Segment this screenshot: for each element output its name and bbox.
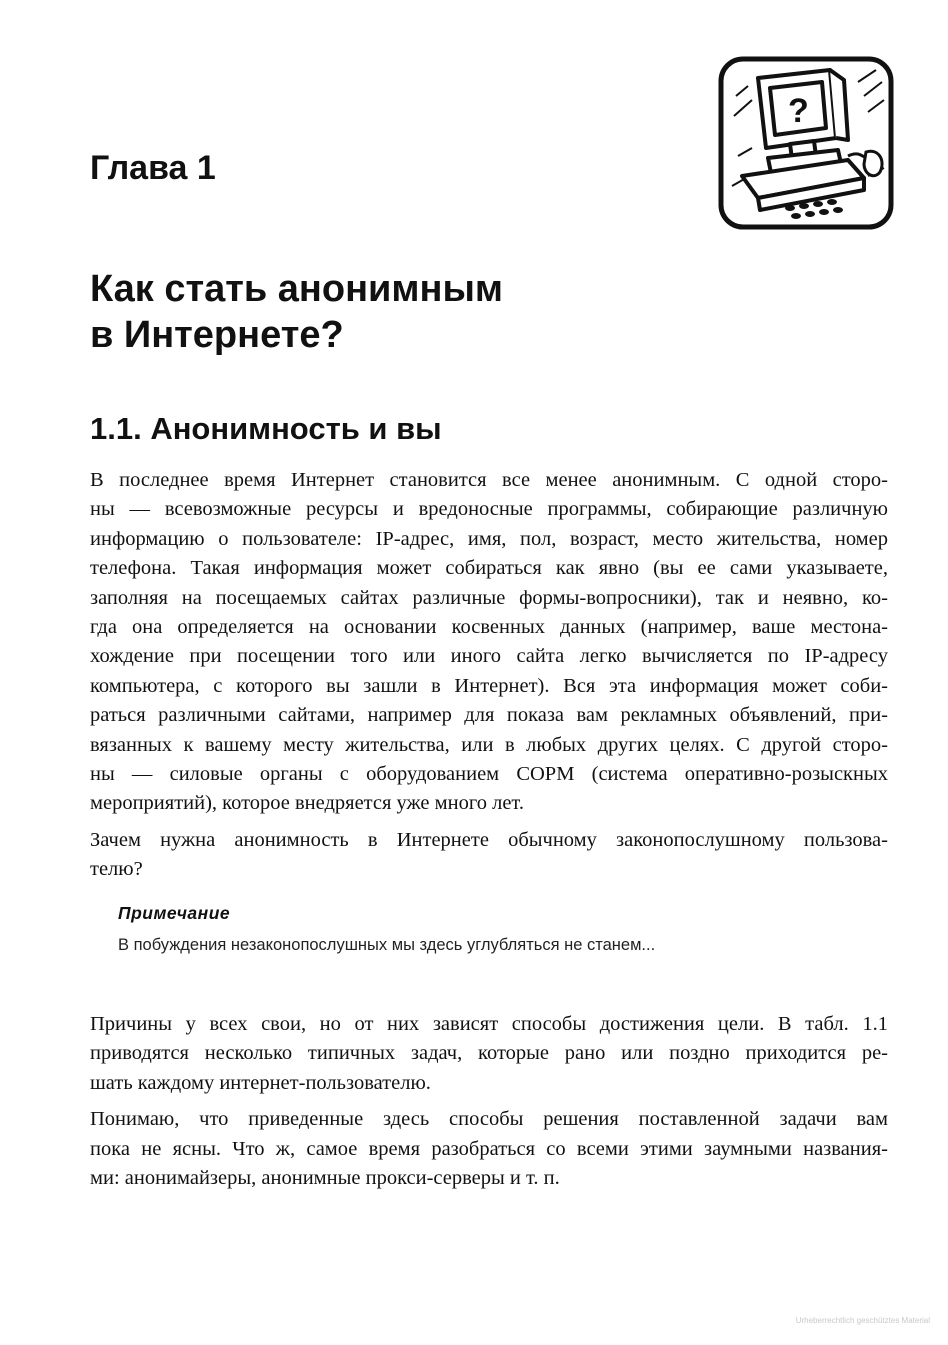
- note-box: [118, 902, 878, 956]
- note-text: В побуждения незаконопослушных мы здесь углубляться не станем...: [118, 936, 656, 954]
- section-heading: 1.1. Анонимность и вы: [90, 411, 442, 446]
- text-line: пока не ясны. Что ж, самое время разобраться со всеми этими заумными названия-: [90, 1137, 888, 1160]
- text-line: ны — всевозможные ресурсы и вредоносные программы, собирающие различную: [90, 498, 888, 521]
- paragraph: [90, 826, 888, 885]
- chapter-label: Глава 1: [90, 149, 216, 187]
- chapter-title: [90, 266, 503, 358]
- chapter-title-line: в Интернете?: [90, 314, 344, 356]
- computer-question-icon: [718, 56, 894, 230]
- text-line: раться различными сайтами, например для показа вам рекламных объявлений, при-: [90, 704, 888, 727]
- watermark: Urheberrechtlich geschütztes Material: [795, 1316, 930, 1325]
- paragraph: [90, 1010, 888, 1098]
- text-line: ми: анонимайзеры, анонимные прокси-серверы и т. п.: [90, 1167, 560, 1190]
- text-line: хождение при посещении того или иного сайта легко вычисляется по IP-адресу: [90, 645, 888, 668]
- text-line: гда она определяется на основании косвенных данных (например, ваше местона-: [90, 616, 888, 639]
- body-text-block: [90, 1010, 888, 1200]
- paragraph: [90, 466, 888, 819]
- text-line: шать каждому интернет-пользователю.: [90, 1071, 431, 1094]
- text-line: Понимаю, что приведенные здесь способы решения поставленной задачи вам: [90, 1108, 888, 1131]
- text-line: мероприятий), которое внедряется уже много лет.: [90, 792, 524, 815]
- text-line: компьютера, с которого вы зашли в Интернет). Вся эта информация может соби-: [90, 674, 888, 697]
- chapter-title-line: Как стать анонимным: [90, 268, 504, 310]
- text-line: Зачем нужна анонимность в Интернете обычному законопослушному пользова-: [90, 828, 888, 851]
- text-line: заполняя на посещаемых сайтах различные формы-вопросники), так и неявно, ко-: [90, 586, 888, 609]
- text-line: телю?: [90, 858, 143, 881]
- body-text-block: [90, 466, 888, 892]
- text-line: вязанных к вашему месту жительства, или в любых других целях. С другой сторо-: [90, 733, 888, 756]
- paragraph: [90, 1105, 888, 1193]
- text-line: информацию о пользователе: IP-адрес, имя, пол, возраст, место жительства, номер: [90, 527, 888, 550]
- text-line: приводятся несколько типичных задач, которые рано или поздно приходится ре-: [90, 1042, 888, 1065]
- screen-question-glyph: ?: [788, 92, 809, 130]
- note-title: Примечание: [118, 903, 231, 923]
- text-line: телефона. Такая информация может собираться как явно (вы ее сами указываете,: [90, 557, 888, 580]
- text-line: Причины у всех свои, но от них зависят способы достижения цели. В табл. 1.1: [90, 1013, 888, 1035]
- text-line: В последнее время Интернет становится все менее анонимным. С одной сторо-: [90, 469, 888, 491]
- text-line: ны — силовые органы с оборудованием СОРМ (система оперативно-розыскных: [90, 763, 888, 786]
